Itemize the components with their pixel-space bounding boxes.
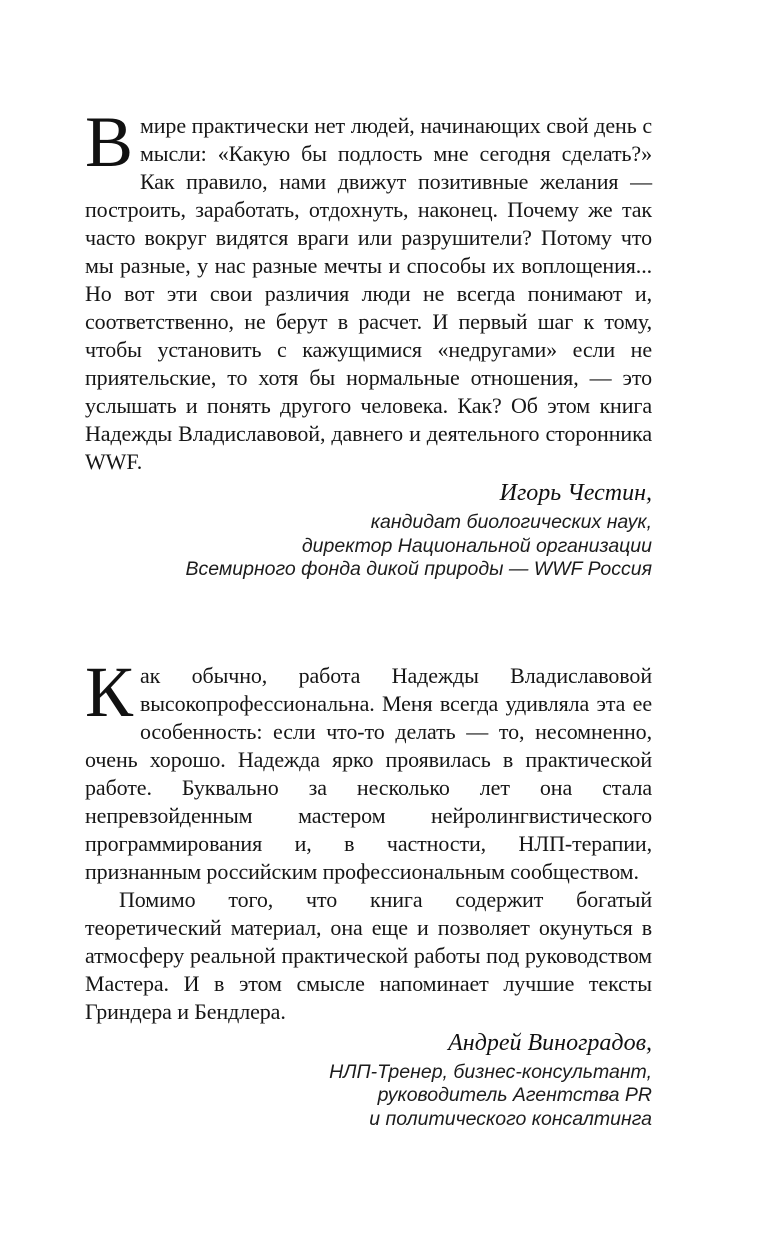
review-block-vinogradov — [85, 651, 652, 1132]
review-paragraph — [85, 102, 652, 476]
drop-cap-letter: В — [85, 102, 133, 182]
signature-title-line: руководитель Агентства PR — [377, 1084, 652, 1106]
signature-block — [85, 478, 652, 582]
paragraph-text: ак обычно, работа Надежды Владиславовой высокопрофессиональна. Меня всегда удивляла эта ее особенность: если что-то делать — то, несомненно, очень хорошо. Надежда ярко проявилась в практической работе. Буквально за несколько лет она стала непревзойденным мастером нейролингвистического программирования и, в частности, НЛП-терапии, признанным российским профессиональным сообществом. — [85, 662, 652, 884]
review-paragraph — [85, 651, 652, 886]
signature-name: Игорь Честин, — [499, 480, 652, 506]
signature-title-line: НЛП-Тренер, бизнес-консультант, — [329, 1060, 652, 1083]
signature-block — [85, 1028, 652, 1132]
review-block-chestin — [85, 102, 652, 582]
drop-cap-letter: К — [85, 651, 133, 732]
review-paragraph: Помимо того, что книга содержит богатый теоретический материал, она еще и позволяет окунуться в атмосферу реальной практической работы под руководством Мастера. И в этом смысле напоминает лучшие тексты Гриндера и Бендлера. — [85, 886, 652, 1024]
signature-name: Андрей Виноградов, — [448, 1029, 652, 1056]
signature-title-line: Всемирного фонда дикой природы — WWF Россия — [185, 558, 652, 580]
signature-title-line: директор Национальной организации — [301, 534, 652, 557]
signature-title-line: и политического консалтинга — [369, 1107, 652, 1130]
paragraph-text: мире практически нет людей, начинающих свой день с мысли: «Какую бы подлость мне сегодня сделать?» Как правило, нами движут позитивные желания — построить, заработать, отдохнуть, наконец. Почему же так часто вокруг видятся враги или разрушители? Потому что мы разные, у нас разные мечты и способы их воплощения... Но вот эти свои различия люди не всегда понимают и, соответственно, не берут в расчет. И первый шаг к тому, чтобы установить с кажущимися «недругами» если не приятельские, то хотя бы нормальные отношения, — это услышать и понять другого человека. Как? Об этом книга Надежды Владиславовой, давнего и деятельного сторонника WWF. — [85, 113, 652, 474]
signature-title-line: кандидат биологических наук, — [370, 511, 652, 533]
